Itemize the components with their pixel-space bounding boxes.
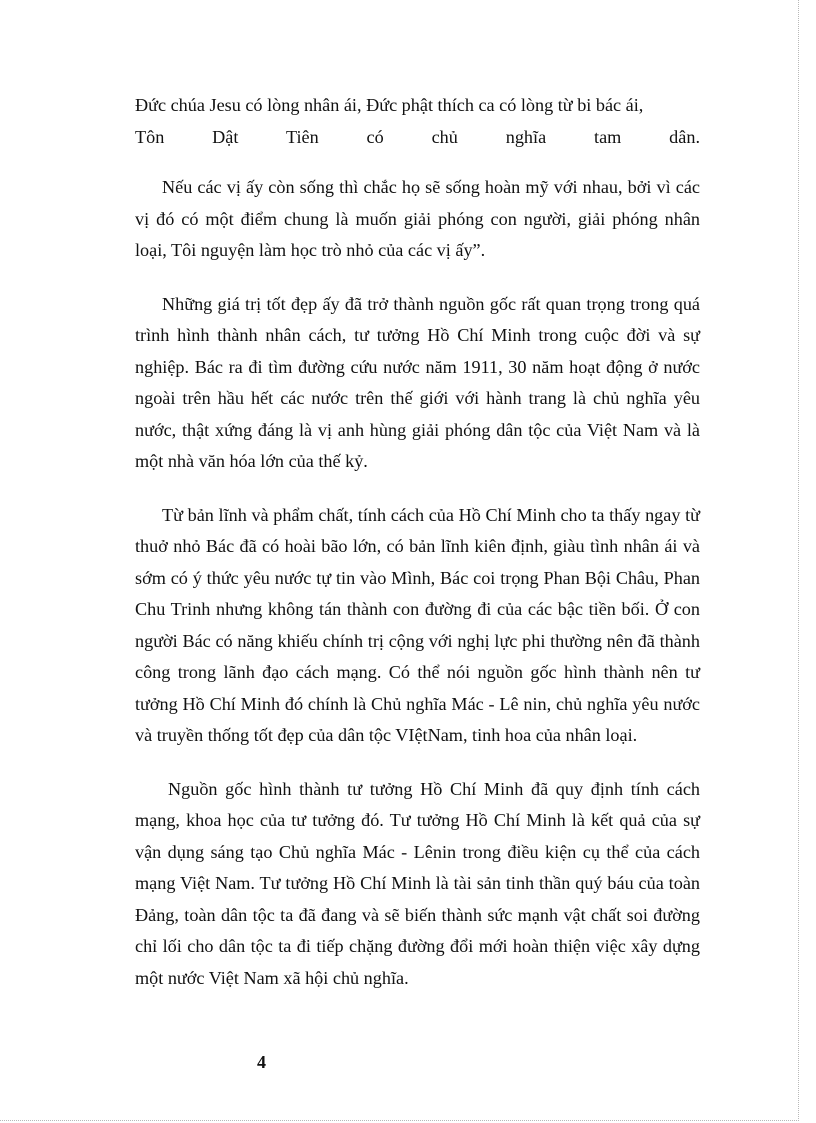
paragraph: Từ bản lĩnh và phẩm chất, tính cách của Hồ Chí Minh cho ta thấy ngay từ thuở nhỏ Bác đã có hoài bão lớn, có bản lĩnh kiên định, giàu tình nhân ái và sớm có ý thức yêu nước tự tin vào Mình, Bác coi trọng Phan Bội Châu, Phan Chu Trinh nhưng không tán thành con đường đi của các bậc tiền bối. Ở con người Bác có năng khiếu chính trị cộng với nghị lực phi thường nên đã thành công trong lãnh đạo cách mạng. Có thể nói nguồn gốc hình thành nên tư tưởng Hồ Chí Minh đó chính là Chủ nghĩa Mác - Lê nin, chủ nghĩa yêu nước và truyền thống tốt đẹp của dân tộc VIệtNam, tinh hoa của nhân loại. — [135, 504, 700, 745]
paragraph-opening — [135, 90, 700, 153]
page-number: 4 — [257, 1052, 266, 1072]
paragraph: Nguồn gốc hình thành tư tưởng Hồ Chí Minh đã quy định tính cách mạng, khoa học của tư tưởng đó. Tư tưởng Hồ Chí Minh là kết quả của sự vận dụng sáng tạo Chủ nghĩa Mác - Lênin trong điều kiện cụ thể của cách mạng Việt Nam. Tư tưởng Hồ Chí Minh là tài sản tinh thần quý báu của toàn Đảng, toàn dân tộc ta đã đang và sẽ biến thành sức mạnh vật chất soi đường chỉ lối cho dân tộc ta đi tiếp chặng đường đổi mới hoàn thiện việc xây dựng một nước Việt Nam xã hội chủ nghĩa. — [135, 778, 700, 988]
paragraph: Nếu các vị ấy còn sống thì chắc họ sẽ sống hoàn mỹ với nhau, bởi vì các vị đó có một điểm chung là muốn giải phóng con người, giải phóng nhân loại, Tôi nguyện làm học trò nhỏ của các vị ấy”. — [135, 177, 700, 260]
paragraph: Những giá trị tốt đẹp ấy đã trở thành nguồn gốc rất quan trọng trong quá trình hình thành nhân cách, tư tưởng Hồ Chí Minh trong cuộc đời và sự nghiệp. Bác ra đi tìm đường cứu nước năm 1911, 30 năm hoạt động ở nước ngoài trên hầu hết các nước trên thế giới với hành trang là chủ nghĩa yêu nước, thật xứng đáng là vị anh hùng giải phóng dân tộc của Việt Nam và là một nhà văn hóa lớn của thế kỷ. — [135, 293, 700, 471]
document-body — [135, 90, 700, 1016]
text-line: Tôn Dật Tiên có chủ nghĩa tam dân. — [135, 126, 700, 147]
text-line: Đức chúa Jesu có lòng nhân ái, Đức phật thích ca có lòng từ bi bác ái, — [135, 95, 644, 115]
